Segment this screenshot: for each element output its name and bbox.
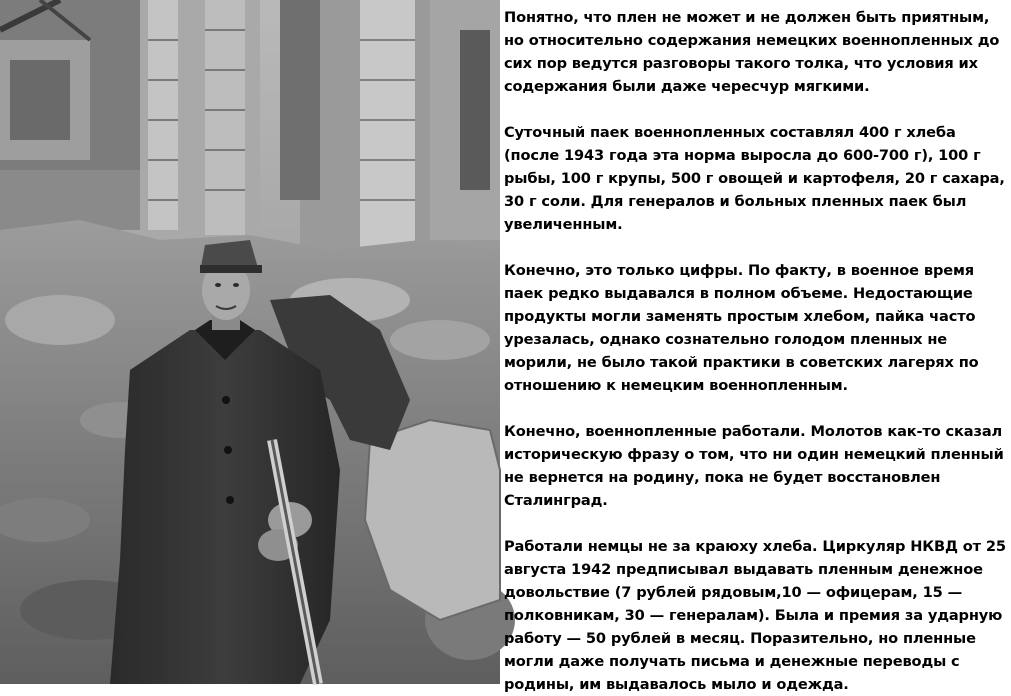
- historical-photo: [0, 0, 500, 684]
- paragraph-3: Конечно, это только цифры. По факту, в военное время паек редко выдавался в полном объеме. Недостающие продукты могли заменять простым хлебом, пайка часто урезалась, однако сознательно голодом пленных не морили, не было такой практики в советских лагерях по отношению к немецким военнопленным.: [504, 262, 979, 394]
- ruined-building-columns: [140, 0, 260, 240]
- photo-illustration: [0, 0, 500, 684]
- paragraph-1: Понятно, что плен не может и не должен быть приятным, но относительно содержания немецких военнопленных до сих пор ведутся разговоры такого толка, что условия их содержания были даже чересчур мягкими.: [504, 9, 1000, 95]
- paragraph-4: Конечно, военнопленные работали. Молотов как-то сказал историческую фразу о том, что ни один немецкий пленный не вернется на родину, пока не будет восстановлен Сталинград.: [504, 423, 1004, 509]
- paragraph-5: Работали немцы не за краюху хлеба. Циркуляр НКВД от 25 августа 1942 предписывал выдавать пленным денежное довольствие (7 рублей рядовым,10 — офицерам, 15 — полковникам, 30 — генералам). Была и премия за ударную работу — 50 рублей в месяц. Поразительно, но пленные могли даже получать письма и денежные переводы с родины, им выдавалось мыло и одежда.: [504, 538, 1006, 693]
- article-text: [504, 6, 1008, 693]
- ruined-building-left: [0, 0, 160, 230]
- paragraph-2: Суточный паек военнопленных составлял 400 г хлеба (после 1943 года эта норма выросла до 600-700 г), 100 г рыбы, 100 г крупы, 500 г овощей и картофеля, 20 г сахара, 30 г соли. Для генералов и больных пленных паек был увеличенным.: [504, 124, 1005, 233]
- ruined-building-right: [280, 0, 500, 260]
